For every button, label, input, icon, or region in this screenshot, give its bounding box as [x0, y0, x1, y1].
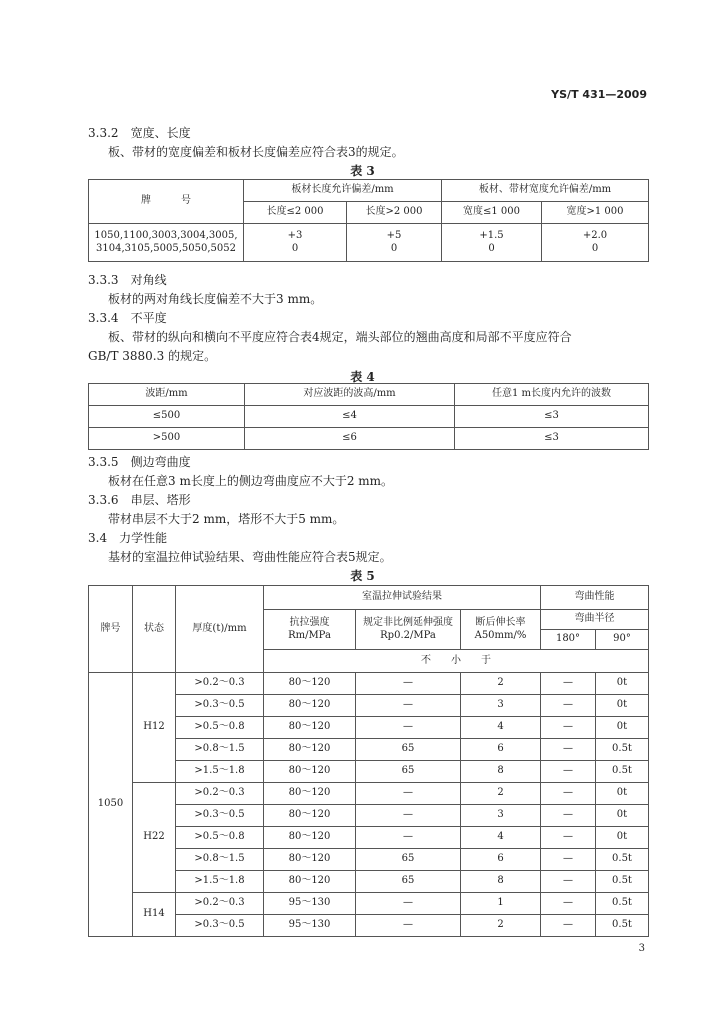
- cell: —: [541, 783, 596, 805]
- header-180: 180°: [541, 630, 596, 650]
- symbol: A50mm/%: [474, 629, 527, 641]
- section-3-3-3-text: 板材的两对角线长度偏差不大于3 mm。: [108, 292, 323, 306]
- cell: 4: [461, 717, 541, 739]
- cell: 80～120: [264, 761, 356, 783]
- table-4-caption: 表 4: [350, 370, 375, 384]
- cell: —: [541, 695, 596, 717]
- table-row: [89, 783, 649, 805]
- cell: 0t: [596, 827, 649, 849]
- section-number: 3.3.3: [88, 273, 119, 287]
- section-title: 串层、塔形: [130, 493, 191, 507]
- cell: 1: [461, 893, 541, 915]
- cell: 3: [461, 805, 541, 827]
- cell: >0.3～0.5: [176, 695, 264, 717]
- cell: 80～120: [264, 673, 356, 695]
- cell: 95～130: [264, 915, 356, 937]
- upper: +3: [287, 230, 303, 241]
- grades-line: 3104,3105,5005,5050,5052: [96, 242, 236, 254]
- header-cell: 对应波距的波高/mm: [245, 384, 455, 406]
- cell: ≤3: [455, 406, 649, 428]
- cell: 2: [461, 673, 541, 695]
- cell: 80～120: [264, 717, 356, 739]
- section-3-3-4-heading: [88, 309, 167, 326]
- cell: 0.5t: [596, 739, 649, 761]
- cell: —: [541, 893, 596, 915]
- cell: ≤500: [89, 406, 245, 428]
- section-3-3-5-heading: [88, 453, 191, 470]
- cell: —: [356, 827, 461, 849]
- header-min: 不 小 于: [264, 650, 649, 673]
- header-temper: 状态: [133, 586, 176, 673]
- cell: —: [541, 739, 596, 761]
- section-3-3-4-text: 板、带材的纵向和横向不平度应符合表4规定，端头部位的翘曲高度和局部不平度应符合: [108, 330, 572, 344]
- cell: 0.5t: [596, 871, 649, 893]
- table-row: [89, 893, 649, 915]
- header-grade: 牌号: [89, 586, 133, 673]
- label: 抗拉强度: [289, 617, 330, 628]
- sub-header: 宽度>1 000: [542, 202, 649, 224]
- sub-header: 长度>2 000: [347, 202, 442, 224]
- cell: —: [541, 849, 596, 871]
- cell: 3: [461, 695, 541, 717]
- cell: —: [356, 805, 461, 827]
- cell: 0.5t: [596, 761, 649, 783]
- temper-cell: H22: [133, 783, 176, 893]
- tolerance-cell: [442, 224, 542, 262]
- section-3-3-2-heading: [88, 124, 191, 141]
- cell: —: [356, 783, 461, 805]
- lower: 0: [591, 242, 599, 254]
- section-3-3-3-heading: [88, 271, 167, 288]
- cell: >0.8～1.5: [176, 739, 264, 761]
- cell: 95～130: [264, 893, 356, 915]
- header-thickness: 厚度(t)/mm: [176, 586, 264, 673]
- cell: 2: [461, 783, 541, 805]
- cell: >1.5～1.8: [176, 871, 264, 893]
- header-radius: 弯曲半径: [541, 610, 649, 630]
- section-title: 侧边弯曲度: [130, 455, 191, 469]
- cell: —: [541, 805, 596, 827]
- cell: —: [356, 915, 461, 937]
- cell: 0.5t: [596, 849, 649, 871]
- section-3-3-5-text: 板材在任意3 m长度上的侧边弯曲度应不大于2 mm。: [108, 474, 394, 488]
- section-3-3-6-heading: [88, 491, 191, 508]
- col-grade: 牌 号: [89, 180, 244, 224]
- symbol: Rp0.2/MPa: [380, 629, 436, 641]
- section-title: 对角线: [130, 273, 167, 287]
- table-3: [88, 179, 649, 262]
- cell: 0t: [596, 783, 649, 805]
- table-row: [89, 428, 649, 450]
- section-3-3-6-text: 带材串层不大于2 mm，塔形不大于5 mm。: [108, 512, 345, 526]
- upper: +1.5: [479, 230, 504, 241]
- section-number: 3.3.5: [88, 455, 119, 469]
- standard-number: YS/T 431—2009: [551, 88, 647, 101]
- section-number: 3.3.6: [88, 493, 119, 507]
- cell: ≤6: [245, 428, 455, 450]
- cell: 80～120: [264, 783, 356, 805]
- cell: >0.5～0.8: [176, 827, 264, 849]
- tolerance-cell: [542, 224, 649, 262]
- cell: >0.3～0.5: [176, 915, 264, 937]
- table-4: [88, 383, 649, 450]
- label: 断后伸长率: [475, 617, 526, 628]
- header-bend: 弯曲性能: [541, 586, 649, 610]
- cell: 8: [461, 871, 541, 893]
- cell: 0t: [596, 695, 649, 717]
- cell: 80～120: [264, 805, 356, 827]
- cell: 0t: [596, 717, 649, 739]
- cell: >0.8～1.5: [176, 849, 264, 871]
- section-title: 不平度: [130, 311, 167, 325]
- grades-line: 1050,1100,3003,3004,3005,: [94, 230, 238, 241]
- table-row: [89, 406, 649, 428]
- cell: —: [356, 893, 461, 915]
- cell: —: [541, 673, 596, 695]
- section-number: 3.3.2: [88, 126, 119, 140]
- label: 规定非比例延伸强度: [363, 617, 453, 628]
- upper: +5: [386, 230, 402, 241]
- cell: 80～120: [264, 827, 356, 849]
- cell: —: [356, 717, 461, 739]
- cell: —: [356, 695, 461, 717]
- cell: 80～120: [264, 849, 356, 871]
- lower: 0: [291, 242, 299, 254]
- table-5: [88, 585, 649, 937]
- table-row: [89, 673, 649, 695]
- cell: >500: [89, 428, 245, 450]
- cell: ≤3: [455, 428, 649, 450]
- cell: >0.3～0.5: [176, 805, 264, 827]
- header-cell: 波距/mm: [89, 384, 245, 406]
- header-rp: [356, 610, 461, 650]
- lower: 0: [390, 242, 398, 254]
- cell: 65: [356, 761, 461, 783]
- cell: 80～120: [264, 739, 356, 761]
- cell: 2: [461, 915, 541, 937]
- cell: 80～120: [264, 871, 356, 893]
- header-a: [461, 610, 541, 650]
- section-3-4-heading: [88, 529, 167, 546]
- tolerance-cell: [347, 224, 442, 262]
- cell: >0.2～0.3: [176, 893, 264, 915]
- cell: 65: [356, 849, 461, 871]
- cell: 6: [461, 849, 541, 871]
- sub-header: 宽度≤1 000: [442, 202, 542, 224]
- cell: ≤4: [245, 406, 455, 428]
- cell: 80～120: [264, 695, 356, 717]
- group-length: 板材长度允许偏差/mm: [244, 180, 442, 202]
- sub-header: 长度≤2 000: [244, 202, 347, 224]
- cell: —: [541, 717, 596, 739]
- cell: 4: [461, 827, 541, 849]
- cell: —: [541, 827, 596, 849]
- cell: >0.2～0.3: [176, 783, 264, 805]
- cell: 0.5t: [596, 915, 649, 937]
- cell: —: [356, 673, 461, 695]
- cell: >0.5～0.8: [176, 717, 264, 739]
- section-title: 宽度、长度: [130, 126, 191, 140]
- table-5-caption: 表 5: [350, 569, 375, 583]
- cell: >1.5～1.8: [176, 761, 264, 783]
- temper-cell: H12: [133, 673, 176, 783]
- temper-cell: H14: [133, 893, 176, 937]
- cell: 65: [356, 739, 461, 761]
- tolerance-cell: [244, 224, 347, 262]
- cell: 0t: [596, 805, 649, 827]
- header-90: 90°: [596, 630, 649, 650]
- cell: 6: [461, 739, 541, 761]
- table-3-caption: 表 3: [350, 164, 375, 178]
- cell: —: [541, 761, 596, 783]
- cell: 65: [356, 871, 461, 893]
- lower: 0: [488, 242, 495, 254]
- section-3-3-2-text: 板、带材的宽度偏差和板材长度偏差应符合表3的规定。: [108, 145, 404, 159]
- section-3-3-4-text-cont: GB/T 3880.3 的规定。: [88, 349, 217, 363]
- group-width: 板材、带材宽度允许偏差/mm: [442, 180, 649, 202]
- symbol: Rm/MPa: [288, 629, 331, 641]
- cell: —: [541, 871, 596, 893]
- cell: —: [541, 915, 596, 937]
- cell: 8: [461, 761, 541, 783]
- page-number: 3: [638, 943, 645, 954]
- upper: +2.0: [582, 230, 608, 241]
- cell: 0.5t: [596, 893, 649, 915]
- header-cell: 任意1 m长度内允许的波数: [455, 384, 649, 406]
- cell: >0.2～0.3: [176, 673, 264, 695]
- grade-cell: 1050: [89, 673, 133, 937]
- cell: 0t: [596, 673, 649, 695]
- section-title: 力学性能: [119, 531, 168, 545]
- header-tensile: 室温拉伸试验结果: [264, 586, 541, 610]
- grades-cell: [89, 224, 244, 262]
- section-number: 3.3.4: [88, 311, 119, 325]
- section-number: 3.4: [88, 531, 108, 545]
- header-rm: [264, 610, 356, 650]
- section-3-4-text: 基材的室温拉伸试验结果、弯曲性能应符合表5规定。: [108, 550, 392, 564]
